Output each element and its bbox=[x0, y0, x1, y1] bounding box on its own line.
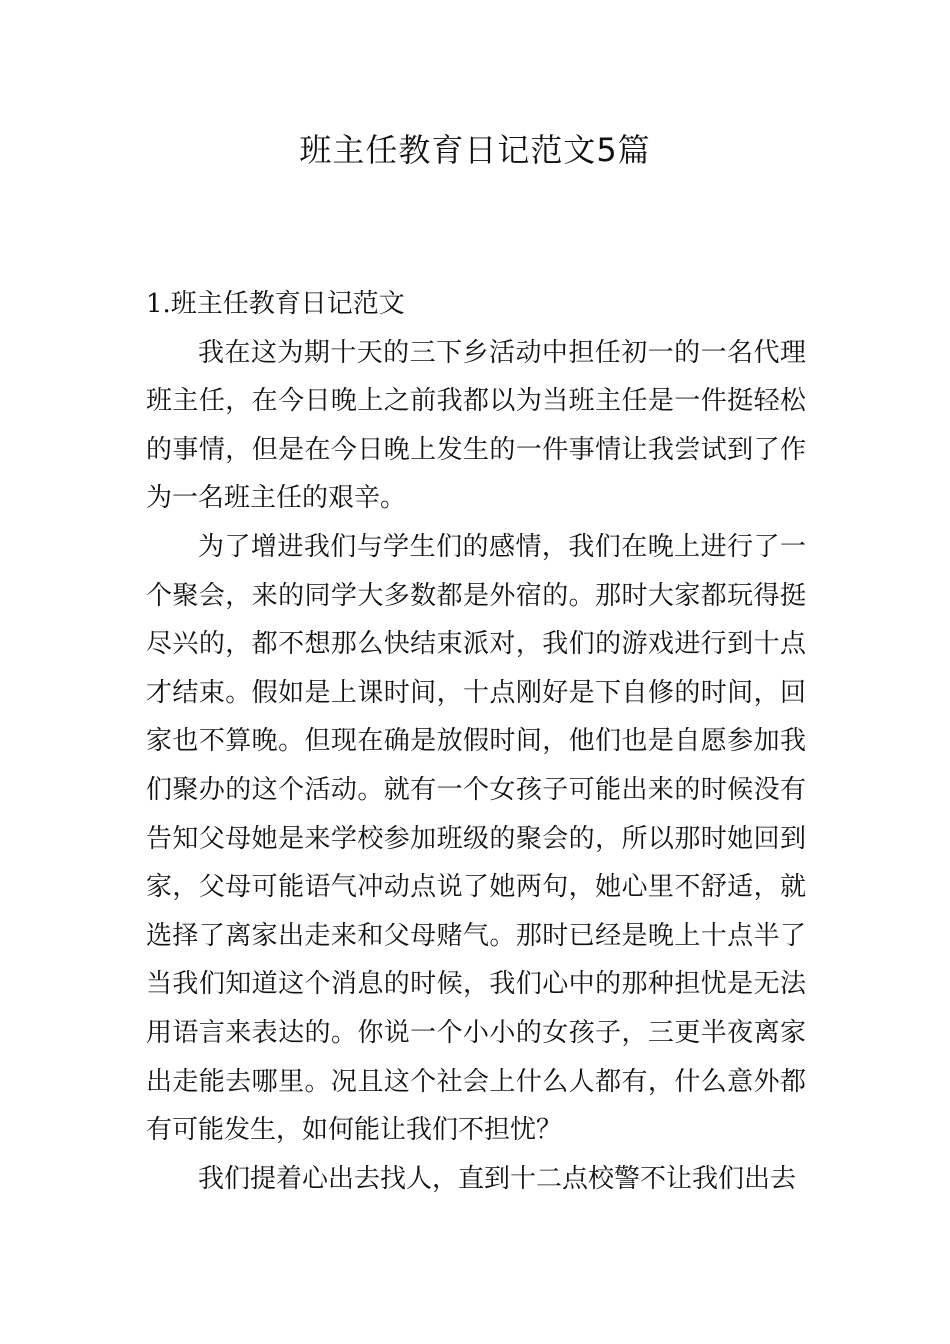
paragraph: 我在这为期十天的三下乡活动中担任初一的一名代理班主任，在今日晚上之前我都以为当班主任是一件挺轻松的事情，但是在今日晚上发生的一件事情让我尝试到了作为一名班主任的艰辛。 bbox=[146, 337, 806, 514]
document-body bbox=[146, 280, 806, 1203]
document-title: 班主任教育日记范文5篇 bbox=[299, 131, 651, 169]
section-heading: 1.班主任教育日记范文 bbox=[146, 289, 405, 319]
paragraph: 我们提着心出去找人，直到十二点校警不让我们出去 bbox=[198, 1163, 797, 1194]
paragraph: 为了增进我们与学生们的感情，我们在晚上进行了一个聚会，来的同学大多数都是外宿的。那时大家都玩得挺尽兴的，都不想那么快结束派对，我们的游戏进行到十点才结束。假如是上课时间，十点刚好是下自修的时间，回家也不算晚。但现在确是放假时间，他们也是自愿参加我们聚办的这个活动。就有一个女孩子可能出来的时候没有告知父母她是来学校参加班级的聚会的，所以那时她回到家，父母可能语气冲动点说了她两句，她心里不舒适，就选择了离家出走来和父母赌气。那时已经是晚上十点半了当我们知道这个消息的时候，我们心中的那种担忧是无法用语言来表达的。你说一个小小的女孩子，三更半夜离家出走能去哪里。况且这个社会上什么人都有，什么意外都有可能发生，如何能让我们不担忧？ bbox=[146, 531, 806, 1146]
